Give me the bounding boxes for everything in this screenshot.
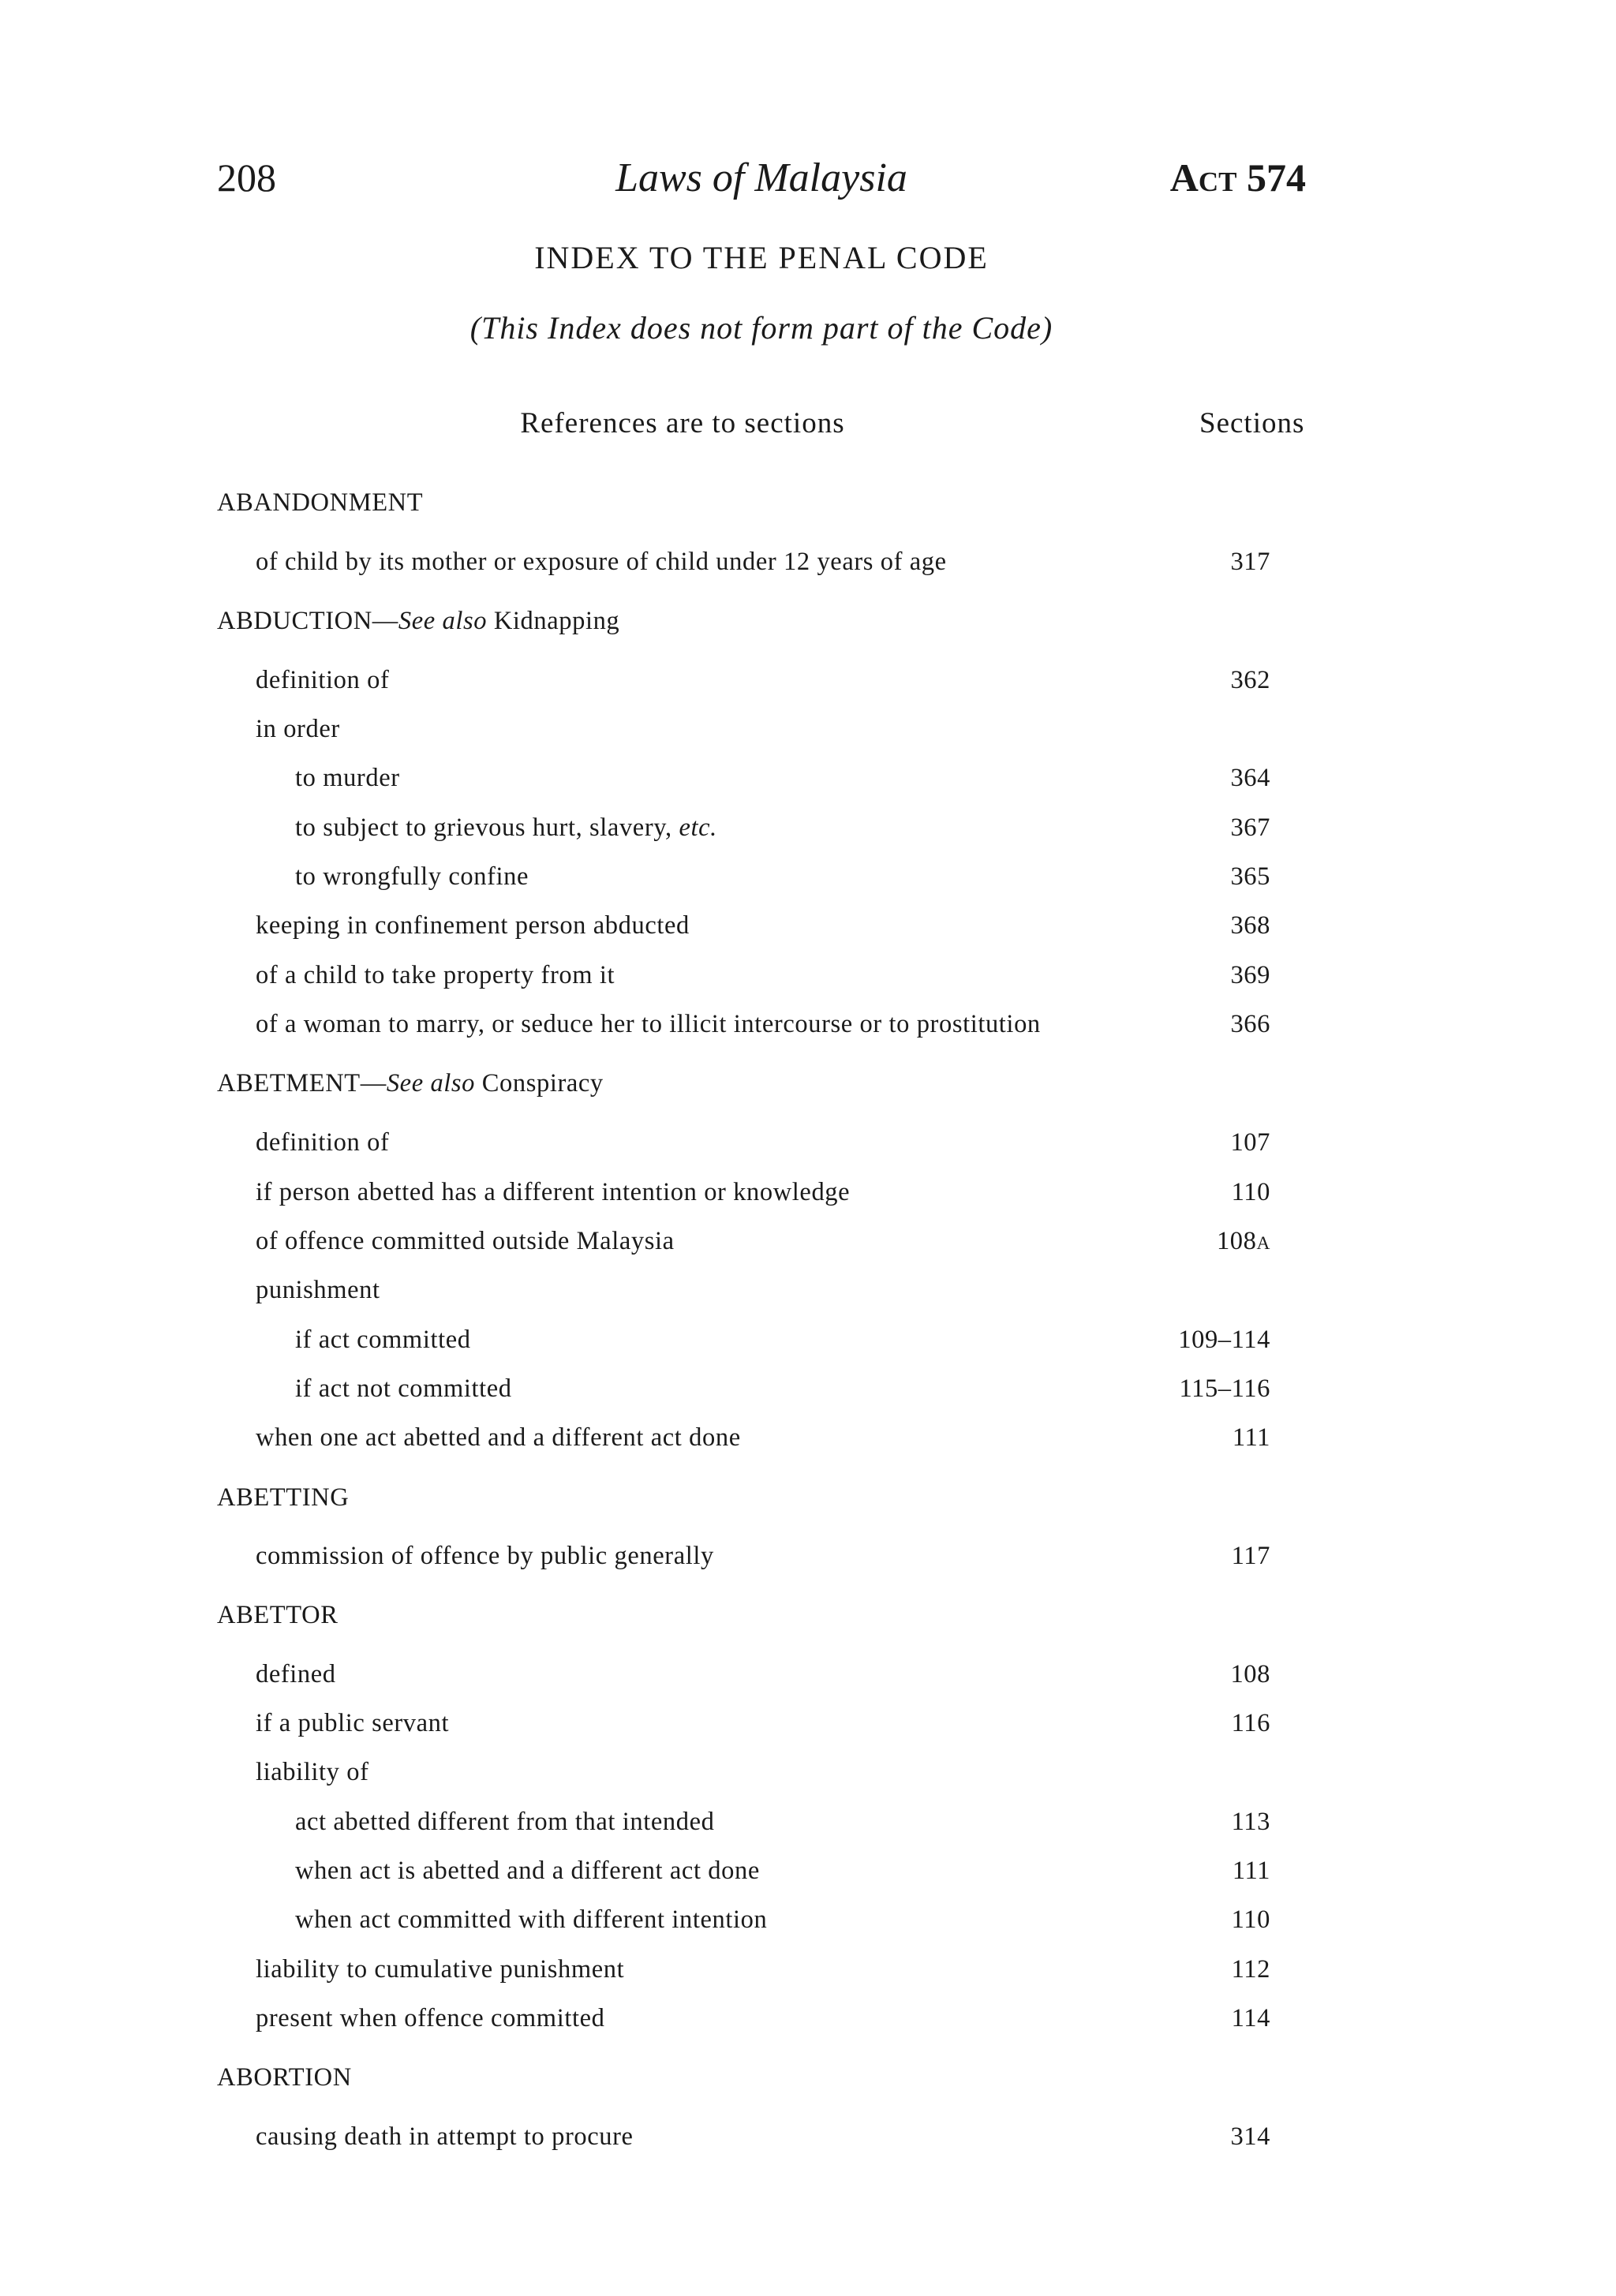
section-number: 112 <box>1231 1955 1270 1984</box>
section-number: 366 <box>1230 1010 1270 1038</box>
entry-text: of a woman to marry, or seduce her to illicit intercourse or to prostitution <box>256 1010 1041 1038</box>
entry-label <box>256 660 389 700</box>
entry-label <box>256 1123 389 1162</box>
entry-label <box>256 542 947 581</box>
index-subentry <box>0 1851 1616 1890</box>
index-subentry <box>0 1802 1616 1842</box>
entry-label <box>295 1369 512 1408</box>
entry-label <box>256 1172 850 1212</box>
entry-text: when one act abetted and a different act done <box>256 1423 741 1452</box>
section-reference <box>1230 758 1270 798</box>
index-subentry <box>0 1999 1616 2038</box>
section-number: 364 <box>1230 764 1270 792</box>
see-also-text: See also <box>398 607 488 635</box>
entry-text: present when offence committed <box>256 2004 605 2032</box>
section-number: 114 <box>1231 2004 1270 2032</box>
references-column-header: References are to sections <box>520 407 845 439</box>
entry-italic-tail: etc. <box>679 813 717 842</box>
act-label <box>1170 155 1306 200</box>
section-number: 115–116 <box>1179 1374 1270 1403</box>
index-subentry <box>0 1172 1616 1212</box>
index-subentry <box>0 660 1616 700</box>
entry-label <box>217 1595 338 1635</box>
section-reference <box>1232 1802 1270 1842</box>
entry-text: ABETTOR <box>217 1601 339 1629</box>
entry-label <box>256 955 615 995</box>
entry-label <box>295 857 529 896</box>
entry-label <box>256 1950 624 1989</box>
section-number: 109–114 <box>1178 1326 1270 1354</box>
entry-text: ABANDONMENT <box>217 488 424 517</box>
entry-label <box>256 1703 449 1743</box>
index-subentry <box>0 709 1616 749</box>
index-heading <box>0 483 1616 522</box>
index-subentry <box>0 1655 1616 1694</box>
entry-label <box>217 1478 349 1517</box>
entry-label <box>256 709 340 749</box>
entry-text: of offence committed outside Malaysia <box>256 1227 675 1255</box>
index-subentry <box>0 1418 1616 1457</box>
index-subentry <box>0 1004 1616 1044</box>
section-suffix: A <box>1256 1233 1270 1254</box>
entry-text: keeping in confinement person abducted <box>256 911 690 940</box>
section-number: 368 <box>1230 911 1270 940</box>
section-number: 367 <box>1230 813 1270 842</box>
section-reference <box>1179 1369 1270 1408</box>
index-subentry <box>0 955 1616 995</box>
entry-label <box>256 1270 380 1310</box>
section-number: 117 <box>1231 1542 1270 1570</box>
act-number: 574 <box>1247 155 1306 200</box>
entry-text: to murder <box>295 764 400 792</box>
section-reference <box>1178 1320 1270 1359</box>
index-subentry <box>0 542 1616 581</box>
entry-text: if person abetted has a different intention or knowledge <box>256 1178 851 1206</box>
page-number: 208 <box>217 155 276 200</box>
entry-text: of a child to take property from it <box>256 961 615 989</box>
entry-text: causing death in attempt to procure <box>256 2122 634 2151</box>
section-number: 110 <box>1231 1178 1270 1206</box>
index-subentry <box>0 1950 1616 1989</box>
entry-text: commission of offence by public generally <box>256 1542 714 1570</box>
entry-label <box>295 1851 760 1890</box>
section-number: 111 <box>1232 1423 1270 1452</box>
entry-text: to wrongfully confine <box>295 862 529 891</box>
entry-label <box>295 758 400 798</box>
section-reference <box>1217 1221 1270 1263</box>
index-subentry <box>0 1123 1616 1162</box>
entry-label <box>256 1999 604 2038</box>
entry-label <box>217 601 619 641</box>
act-prefix: Act <box>1169 155 1237 200</box>
index-heading <box>0 1064 1616 1103</box>
entry-text: definition of <box>256 1128 390 1157</box>
entry-text: when act committed with different intention <box>295 1905 768 1934</box>
section-reference <box>1232 1172 1270 1212</box>
section-reference <box>1232 1950 1270 1989</box>
section-reference <box>1232 1536 1270 1576</box>
section-number: 369 <box>1230 961 1270 989</box>
index-subentry <box>0 1703 1616 1743</box>
entry-label <box>217 483 423 522</box>
entry-text: ABETMENT— <box>217 1069 387 1098</box>
index-subentry <box>0 1900 1616 1939</box>
index-subentry <box>0 1369 1616 1408</box>
entry-text: to subject to grievous hurt, slavery, <box>295 813 679 842</box>
entry-label <box>256 1752 369 1792</box>
entry-text: act abetted different from that intended <box>295 1808 715 1836</box>
section-reference <box>1230 1004 1270 1044</box>
entry-text: if a public servant <box>256 1709 450 1737</box>
entry-label <box>295 808 717 847</box>
index-heading <box>0 601 1616 641</box>
entry-text: if act not committed <box>295 1374 512 1403</box>
entry-label <box>217 1064 604 1103</box>
section-number: 314 <box>1230 2122 1270 2151</box>
entry-text: ABDUCTION— <box>217 607 398 635</box>
entry-label <box>256 906 690 945</box>
section-reference <box>1230 542 1270 581</box>
see-also-text: See also <box>386 1069 476 1098</box>
index-subentry <box>0 2117 1616 2156</box>
entry-text: definition of <box>256 666 390 694</box>
section-reference <box>1233 1418 1270 1457</box>
entry-label <box>295 1802 714 1842</box>
running-title: Laws of Malaysia <box>615 155 907 200</box>
entry-label <box>256 2117 634 2156</box>
section-reference <box>1230 906 1270 945</box>
section-reference <box>1232 1703 1270 1743</box>
section-reference <box>1230 857 1270 896</box>
index-heading <box>0 1478 1616 1517</box>
index-subentry <box>0 1752 1616 1792</box>
entry-text: if act committed <box>295 1326 471 1354</box>
section-reference <box>1230 955 1270 995</box>
section-number: 108 <box>1230 1660 1270 1688</box>
index-subentry <box>0 857 1616 896</box>
entry-text: ABORTION <box>217 2063 352 2092</box>
index-subentry <box>0 808 1616 847</box>
section-number: 110 <box>1231 1905 1270 1934</box>
section-reference <box>1233 1851 1270 1890</box>
section-reference <box>1232 1900 1270 1939</box>
section-reference <box>1232 1999 1270 2038</box>
entry-text: defined <box>256 1660 336 1688</box>
index-subentry <box>0 758 1616 798</box>
section-reference <box>1230 808 1270 847</box>
entry-text: ABETTING <box>217 1483 350 1512</box>
index-subentry <box>0 1320 1616 1359</box>
section-number: 362 <box>1230 666 1270 694</box>
section-number: 113 <box>1231 1808 1270 1836</box>
section-reference <box>1230 1123 1270 1162</box>
see-also-target: Conspiracy <box>475 1069 604 1098</box>
entry-label <box>256 1418 741 1457</box>
entry-text: of child by its mother or exposure of child under 12 years of age <box>256 548 947 576</box>
index-heading <box>0 2058 1616 2097</box>
index-subentry <box>0 906 1616 945</box>
section-number: 107 <box>1230 1128 1270 1157</box>
section-number: 317 <box>1230 548 1270 576</box>
entry-label <box>295 1900 767 1939</box>
section-number: 111 <box>1232 1857 1270 1885</box>
sections-column-header: Sections <box>1199 407 1305 439</box>
entry-label <box>295 1320 471 1359</box>
entry-text: liability to cumulative punishment <box>256 1955 625 1984</box>
index-subentry <box>0 1270 1616 1310</box>
section-number: 365 <box>1230 862 1270 891</box>
running-head <box>217 155 1306 210</box>
index-subentry <box>0 1221 1616 1261</box>
section-number: 116 <box>1231 1709 1270 1737</box>
section-reference <box>1230 2117 1270 2156</box>
index-title: INDEX TO THE PENAL CODE <box>534 240 989 275</box>
entry-text: in order <box>256 715 340 743</box>
section-reference <box>1230 660 1270 700</box>
see-also-target: Kidnapping <box>487 607 620 635</box>
entry-label <box>256 1536 714 1576</box>
entry-text: when act is abetted and a different act done <box>295 1857 760 1885</box>
index-heading <box>0 1595 1616 1635</box>
entry-label <box>256 1004 1041 1044</box>
entry-text: liability of <box>256 1758 369 1786</box>
index-note: (This Index does not form part of the Code) <box>469 310 1053 346</box>
section-reference <box>1230 1655 1270 1694</box>
entry-label <box>256 1221 675 1261</box>
entry-text: punishment <box>256 1276 380 1304</box>
index-subentry <box>0 1536 1616 1576</box>
entry-label <box>217 2058 352 2097</box>
section-number: 108 <box>1216 1227 1257 1255</box>
entry-label <box>256 1655 336 1694</box>
